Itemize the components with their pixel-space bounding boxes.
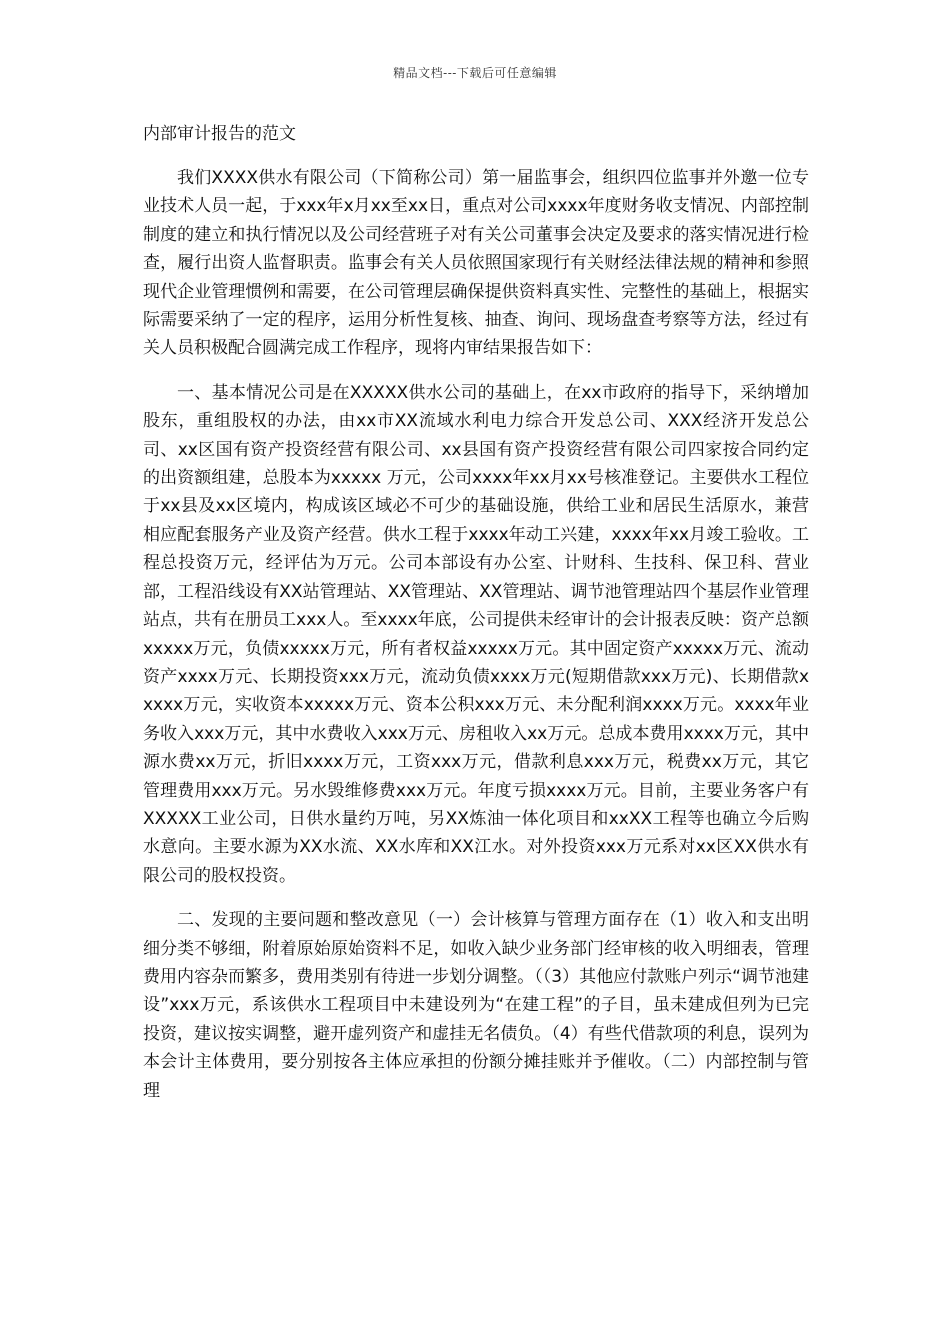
paragraph-basic-info: 一、基本情况公司是在XXXXX供水公司的基础上，在xx市政府的指导下，采纳增加股东，重组股权的办法，由xx市XX流域水利电力综合开发总公司、XXX经济开发总公司、xx区国有资产投资经营有限公司、xx县国有资产投资经营有限公司四家按合同约定的出资额组建，总股本为xxxxx 万元，公司xxxx年xx月xx号核准登记。主要供水工程位于xx县及xx区境内，构成该区域必不可少的基础设施，供给工业和居民生活原水，兼营相应配套服务产业及资产经营。供水工程于xxxx年动工兴建，xxxx年xx月竣工验收。工程总投资万元，经评估为万元。公司本部设有办公室、计财科、生技科、保卫科、营业部，工程沿线设有XX站管理站、XX管理站、XX管理站、调节池管理站四个基层作业管理站点，共有在册员工xxx人。至xxxx年底，公司提供未经审计的会计报表反映：资产总额xxxxx万元，负债xxxxx万元，所有者权益xxxxx万元。其中固定资产xxxxx万元、流动资产xxxx万元、长期投资xxx万元，流动负债xxxx万元(短期借款xxx万元)、长期借款xxxxx万元，实收资本xxxxx万元、资本公积xxx万元、未分配利润xxxx万元。xxxx年业务收入xxx万元，其中水费收入xxx万元、房租收入xx万元。总成本费用xxxx万元，其中源水费xx万元，折旧xxxx万元，工资xxx万元，借款利息xxx万元，税费xx万元，其它管理费用xxx万元。另水毁维修费xxx万元。年度亏损xxxx万元。目前，主要业务客户有XXXXX工业公司，日供水量约万吨，另XX炼油一体化项目和xxXX工程等也确立今后购水意向。主要水源为XX水流、XX水库和XX江水。对外投资xxx万元系对xx区XX供水有限公司的股权投资。 bbox=[143, 382, 809, 886]
document-body bbox=[143, 120, 809, 1121]
paragraph-issues: 二、发现的主要问题和整改意见（一）会计核算与管理方面存在（1）收入和支出明细分类不够细，附着原始原始资料不足，如收入缺少业务部门经审核的收入明细表，管理费用内容杂而繁多，费用类别有待进一步划分调整。（（3）其他应付款账户列示“调节池建设”xxx万元，系该供水工程项目中未建设列为“在建工程”的子目，虽未建成但列为已完投资，建议按实调整，避开虚列资产和虚挂无名债负。（4）有些代借款项的利息，误列为本会计主体费用，要分别按各主体应承担的份额分摊挂账并予催收。（二）内部控制与管理 bbox=[143, 910, 809, 1101]
document-title: 内部审计报告的范文 bbox=[143, 124, 296, 144]
paragraph-intro: 我们XXXX供水有限公司（下简称公司）第一届监事会，组织四位监事并外邀一位专业技术人员一起，于xxx年x月xx至xx日，重点对公司xxxx年度财务收支情况、内部控制制度的建立和执行情况以及公司经营班子对有关公司董事会决定及要求的落实情况进行检查，履行出资人监督职责。监事会有关人员依照国家现行有关财经法律法规的精神和参照现代企业管理惯例和需要，在公司管理层确保提供资料真实性、完整性的基础上，根据实际需要采纳了一定的程序，运用分析性复核、抽查、询问、现场盘查考察等方法，经过有关人员积极配合圆满完成工作程序，现将内审结果报告如下： bbox=[143, 168, 809, 359]
page-header: 精品文档---下载后可任意编辑 bbox=[393, 66, 557, 80]
